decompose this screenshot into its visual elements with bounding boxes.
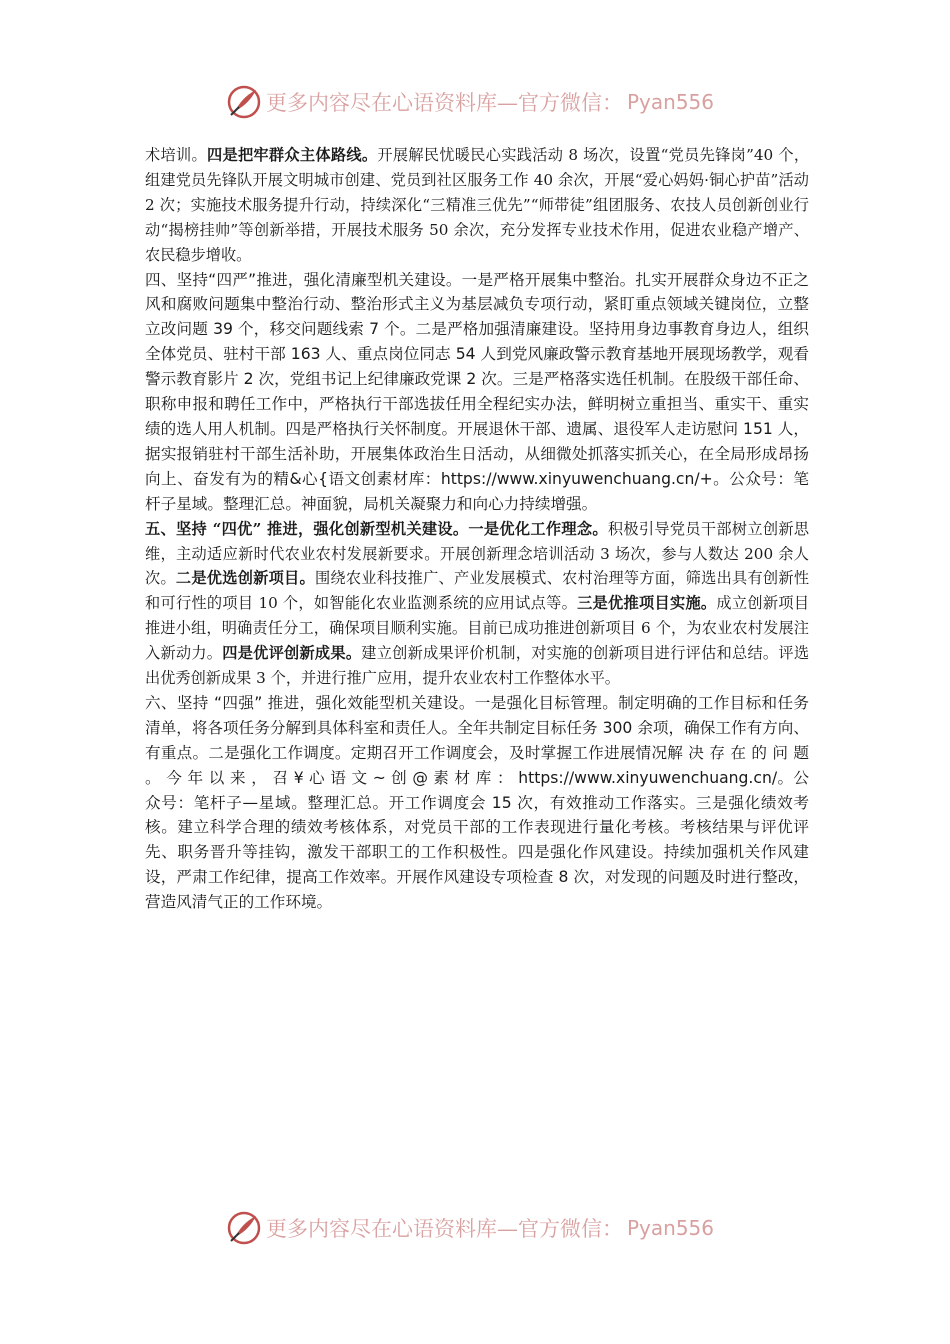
p1-text-a: 术培训。 xyxy=(145,146,207,164)
watermark-text: 更多内容尽在心语资料库—官方微信： xyxy=(266,1217,623,1241)
header-watermark xyxy=(226,84,726,120)
p1-bold-heading: 四是把牢群众主体路线。 xyxy=(206,146,378,164)
footer-watermark xyxy=(226,1210,726,1246)
paragraph-4: 六、坚持 “四强” 推进，强化效能型机关建设。一是强化目标管理。制定明确的工作目标和任务清单，将各项任务分解到具体科室和责任人。全年共制定目标任务 300 余项，确保工作有方向、有重点。二是强化工作调度。定期召开工作调度会，及时掌握工作进展情况解 决 存 在 的 问 题 。 今 年 以 来 ， 召 ¥ 心 语 文 ~ 创 @ 素 材 库 ： https://www.xinyuwenchuang.cn/。公众号：笔杆子—星域。整理汇总。开工作调度会 15 次，有效推动工作落实。三是强化绩效考核。建立科学合理的绩效考核体系，对党员干部的工作表现进行量化考核。考核结果与评优评先、职务晋升等挂钩，激发干部职工的工作积极性。四是强化作风建设。持续加强机关作风建设，严肃工作纪律，提高工作效率。开展作风建设专项检查 8 次，对发现的问题及时进行整改，营造风清气正的工作环境。 xyxy=(145,693,809,912)
p3-text-h: 建立创新成果评价机制，对实施的创新项目进行评估和总结。评选出优秀创新成果 3 个，并进行推广应用，提升农业农村工作整体水平。 xyxy=(145,644,810,688)
watermark-id: Pyan556 xyxy=(627,90,715,114)
watermark-text: 更多内容尽在心语资料库—官方微信： xyxy=(266,91,623,115)
p3-bold-e: 三是优推项目实施。 xyxy=(577,594,717,613)
p3-text-b: 积极引导党员干部树立创新思维，主动适应新时代农业农村发展新要求。开展创新理念培训活动 3 场次，参与人数达 200 余人次。 xyxy=(145,519,810,588)
p3-bold-c: 二是优选创新项目。 xyxy=(175,569,315,588)
p3-text-d: 围绕农业科技推广、产业发展模式、农村治理等方面，筛选出具有创新性和可行性的项目 10 个，如智能化农业监测系统的应用试点等。 xyxy=(145,569,810,613)
document-body xyxy=(145,143,809,915)
p3-text-f: 成立创新项目推进小组，明确责任分工，确保项目顺利实施。目前已成功推进创新项目 6 个，为农业农村发展注入新动力。 xyxy=(145,594,810,663)
paragraph-3 xyxy=(145,517,809,691)
p3-heading: 五、坚持 “四优” 推进，强化创新型机关建设。一是优化工作理念。 xyxy=(145,519,608,538)
feather-pen-circle-icon xyxy=(226,1210,262,1246)
watermark-id: Pyan556 xyxy=(627,1216,715,1240)
p3-bold-g: 四是优评创新成果。 xyxy=(222,644,362,663)
paragraph-2: 四、坚持“四严”推进，强化清廉型机关建设。一是严格开展集中整治。扎实开展群众身边不正之风和腐败问题集中整治行动、整治形式主义为基层减负专项行动，紧盯重点领域关键岗位，立整立改问题 39 个，移交问题线索 7 个。二是严格加强清廉建设。坚持用身边事教育身边人，组织全体党员、驻村干部 163 人、重点岗位同志 54 人到党风廉政警示教育基地开展现场教学，观看警示教育影片 2 次，党组书记上纪律廉政党课 2 次。三是严格落实选任机制。在股级干部任命、职称申报和聘任工作中，严格执行干部选拔任用全程纪实办法，鲜明树立重担当、重实干、重实绩的选人用人机制。四是严格执行关怀制度。开展退休干部、遗属、退役军人走访慰问 151 人，据实报销驻村干部生活补助，开展集体政治生日活动，从细微处抓落实抓关心，在全局形成昂扬向上、奋发有为的精&心{语文创素材库：https://www.xinyuwenchuang.cn/+。公众号：笔杆子星域。整理汇总。神面貌，局机关凝聚力和向心力持续增强。 xyxy=(145,270,809,513)
p1-text-c: 开展解民忧暖民心实践活动 8 场次，设置“党员先锋岗”40 个，组建党员先锋队开展文明城市创建、党员到社区服务工作 40 余次，开展“爱心妈妈·铜心护苗”活动 2 次；实施技术服务提升行动，持续深化“三精准三优先”“师带徒”组团服务、农技人员创新创业行动“揭榜挂帅”等创新举措，开展技术服务 50 余次，充分发挥专业技术作用，促进农业稳产增产、农民稳步增收。 xyxy=(145,146,810,264)
paragraph-1 xyxy=(145,143,809,268)
feather-pen-circle-icon xyxy=(226,84,262,120)
